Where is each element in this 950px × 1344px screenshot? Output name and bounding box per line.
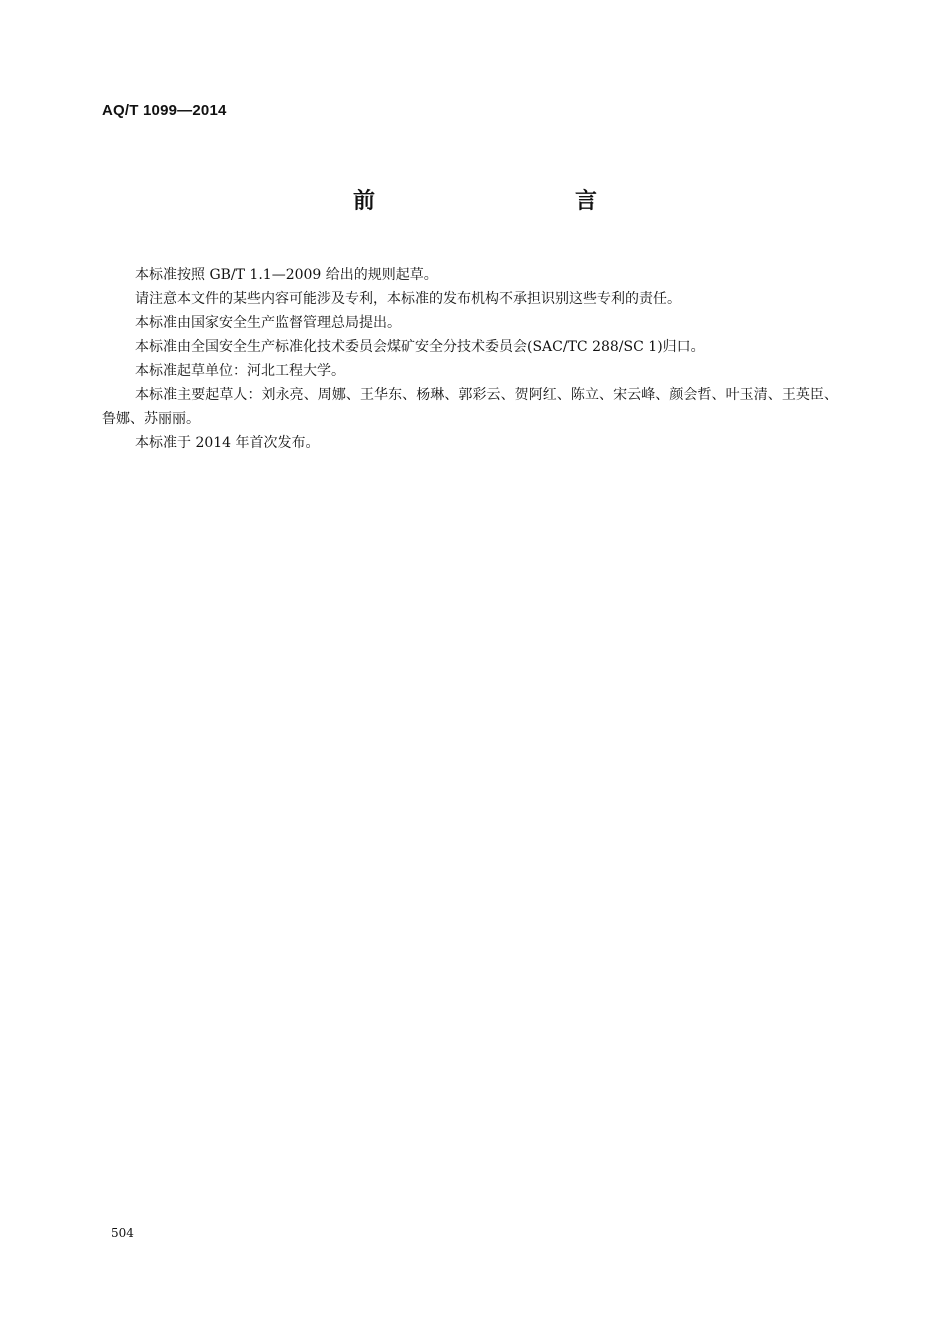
paragraph-first-release: 本标准于 2014 年首次发布。 — [135, 435, 320, 451]
paragraph-drafting-unit: 本标准起草单位：河北工程大学。 — [135, 363, 345, 379]
page-title: 前 言 — [352, 189, 649, 214]
preface-body — [102, 263, 838, 455]
paragraph-proposer: 本标准由国家安全生产监督管理总局提出。 — [135, 315, 401, 331]
paragraph-technical-committee: 本标准由全国安全生产标准化技术委员会煤矿安全分技术委员会(SAC/TC 288/SC 1)归口。 — [135, 339, 705, 355]
paragraph-drafting-rules: 本标准按照 GB/T 1.1—2009 给出的规则起草。 — [135, 267, 438, 283]
paragraph-patent-notice: 请注意本文件的某些内容可能涉及专利，本标准的发布机构不承担识别这些专利的责任。 — [135, 291, 681, 307]
paragraph-main-drafters: 本标准主要起草人：刘永亮、周娜、王华东、杨琳、郭彩云、贺阿红、陈立、宋云峰、颜会哲、叶玉清、王英臣、鲁娜、苏丽丽。 — [102, 387, 838, 427]
standard-code: AQ/T 1099—2014 — [102, 102, 227, 119]
page-number: 504 — [111, 1226, 134, 1240]
